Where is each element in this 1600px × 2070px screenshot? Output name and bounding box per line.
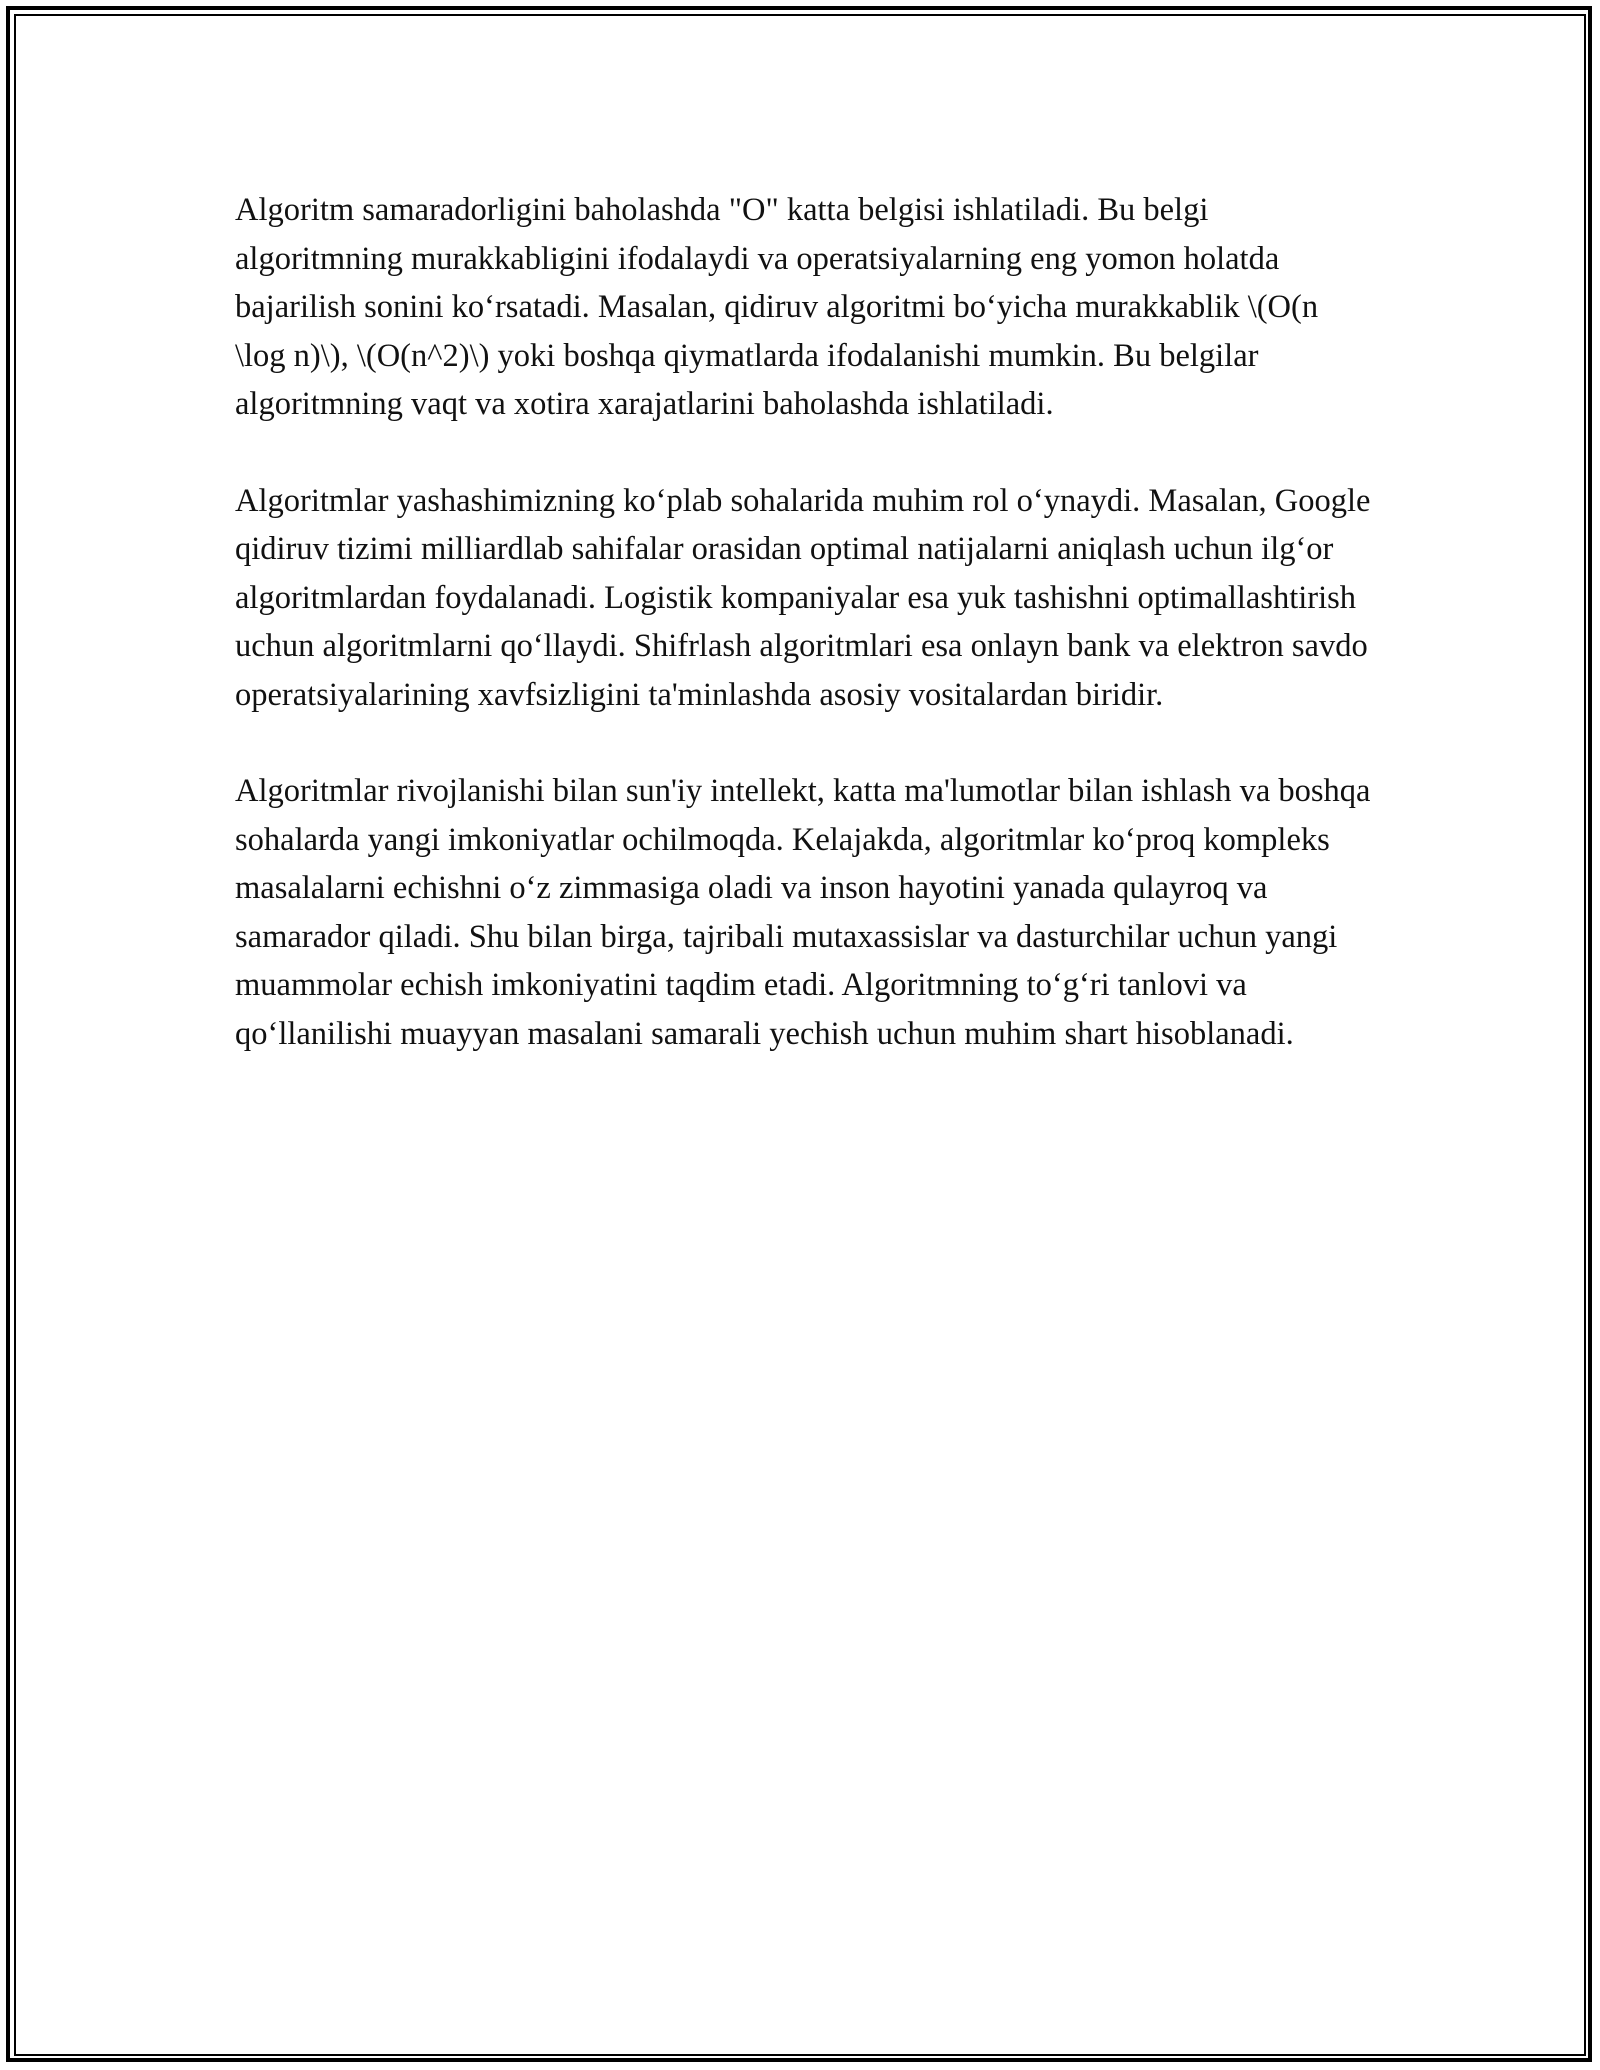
- paragraph-algorithm-applications: Algoritmlar yashashimizning ko‘plab sohalarida muhim rol o‘ynaydi. Masalan, Google qidiruv tizimi milliardlab sahifalar orasidan optimal natijalarni aniqlash uchun ilg‘or algoritmlardan foydalanadi. Logistik kompaniyalar esa yuk tashishni optimallashtirish uchun algoritmlarni qo‘llaydi. Shifrlash algoritmlari esa onlayn bank va elektron savdo operatsiyalarining xavfsizligini ta'minlashda asosiy vositalardan biridir.: [235, 482, 1371, 713]
- paragraph-algorithm-future: Algoritmlar rivojlanishi bilan sun'iy intellekt, katta ma'lumotlar bilan ishlash va boshqa sohalarda yangi imkoniyatlar ochilmoqda. Kelajakda, algoritmlar ko‘proq kompleks masalalarni echishni o‘z zimmasiga oladi va inson hayotini yanada qulayroq va samarador qiladi. Shu bilan birga, tajribali mutaxassislar va dasturchilar uchun yangi muammolar echish imkoniyatini taqdim etadi. Algoritmning to‘g‘ri tanlovi va qo‘llanilishi muayyan masalani samarali yechish uchun muhim shart hisoblanadi.: [235, 773, 1371, 1052]
- paragraph-big-o-notation: Algoritm samaradorligini baholashda "O" katta belgisi ishlatiladi. Bu belgi algoritmning murakkabligini ifodalaydi va operatsiyalarning eng yomon holatda bajarilish sonini ko‘rsatadi. Masalan, qidiruv algoritmi bo‘yicha murakkablik \(O(n \log n)\), \(O(n^2)\) yoki boshqa qiymatlarda ifodalanishi mumkin. Bu belgilar algoritmning vaqt va xotira xarajatlarini baholashda ishlatiladi.: [235, 192, 1319, 422]
- document-body: [235, 186, 1375, 1106]
